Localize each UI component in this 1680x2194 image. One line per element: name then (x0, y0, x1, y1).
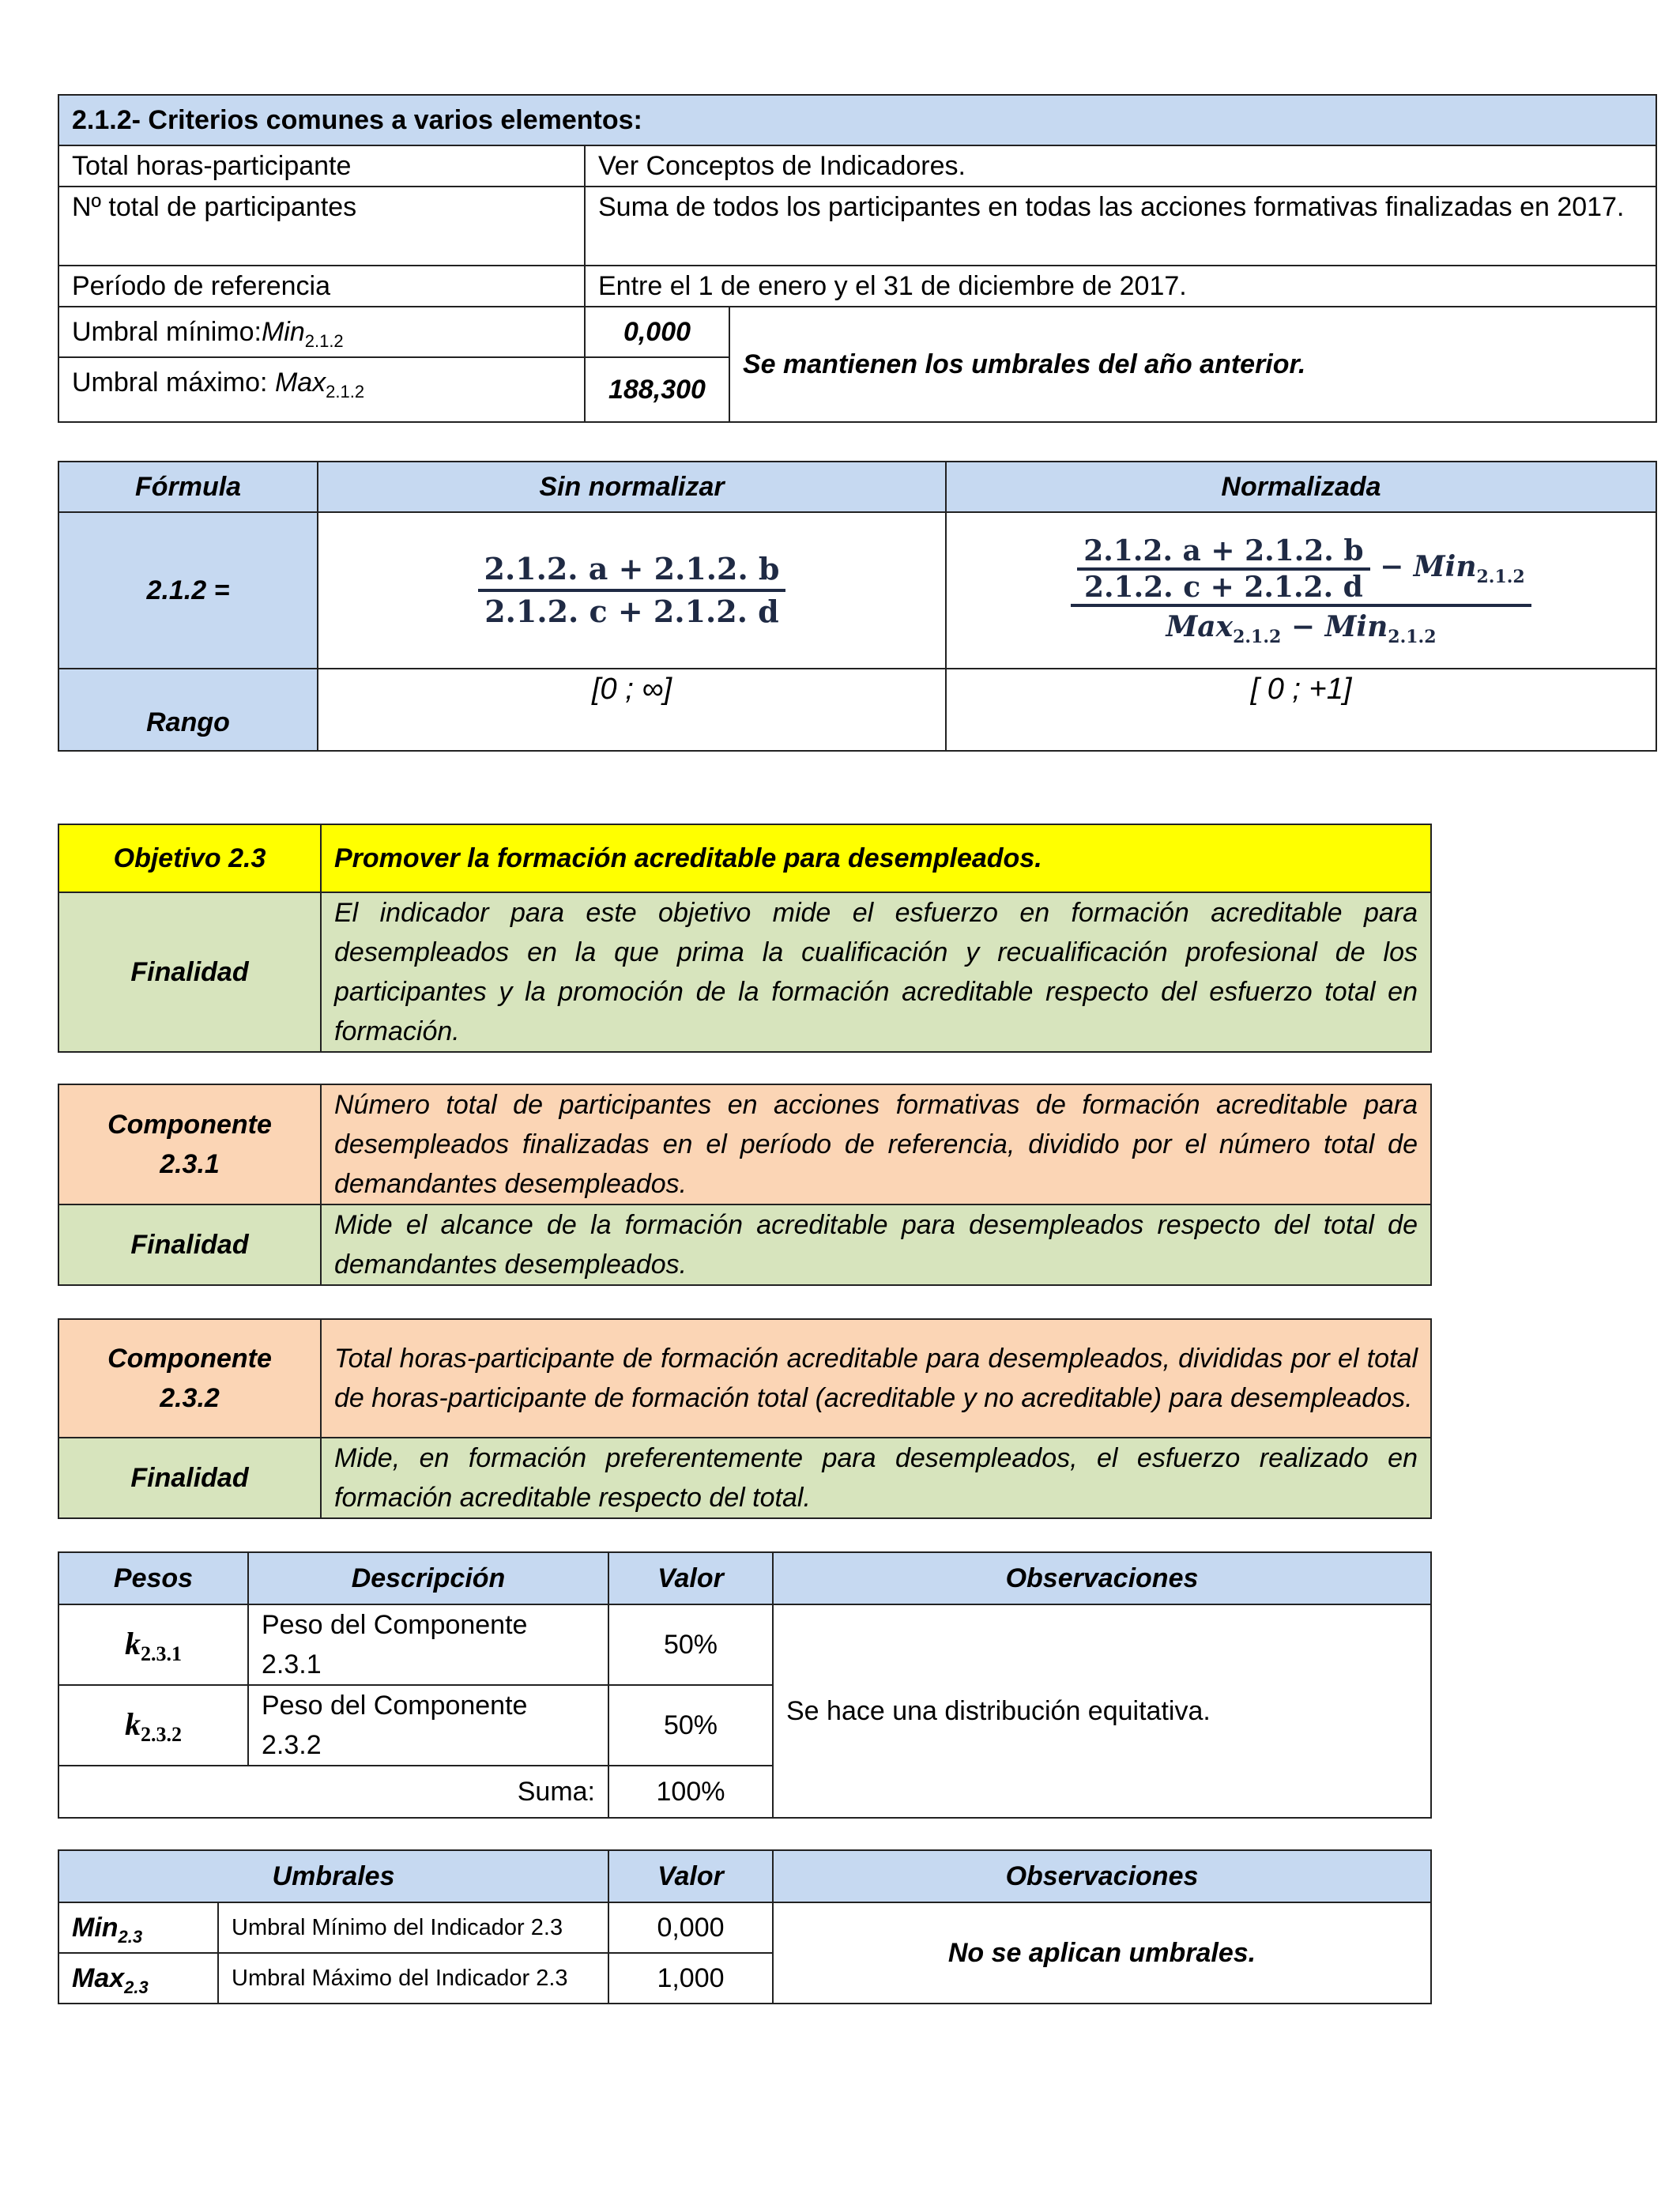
objetivo-label: Objetivo 2.3 (58, 824, 321, 892)
header-observaciones: Observaciones (773, 1552, 1431, 1604)
criterios-table (58, 94, 1657, 423)
row-value: Entre el 1 de enero y el 31 de diciembre de 2017. (585, 266, 1656, 307)
componente-text: Número total de participantes en acciones formativas de formación acreditable para desempleados finalizadas en el período de referencia, dividido por el número total de demandantes desempleados. (321, 1084, 1431, 1204)
rango-sin-normalizar: [0 ; ∞] (318, 669, 946, 751)
formula-normalizada: $\frac{2.1.2. a + 2.1.2. b}{2.1.2. c + 2.1.2. d}$ − Min$_{2.1.2}$ Max$_{2.1.2}$ − Min$_{2.1.2}$ (946, 512, 1656, 669)
row-value: Ver Conceptos de Indicadores. (585, 145, 1656, 187)
umbrales-note: Se mantienen los umbrales del año anterior. (729, 307, 1656, 422)
umbral-symbol: Min$_{2.3}$ (58, 1902, 218, 1953)
header-valor: Valor (608, 1850, 773, 1902)
row-label: Nº total de participantes (58, 187, 585, 266)
rango-label: Rango (58, 669, 318, 751)
pesos-table (58, 1551, 1432, 1819)
umbral-minimo-value: 0,000 (585, 307, 729, 357)
umbral-descripcion: Umbral Máximo del Indicador 2.3 (218, 1953, 608, 2004)
formula-table (58, 461, 1657, 752)
header-pesos: Pesos (58, 1552, 248, 1604)
suma-label: Suma: (58, 1766, 608, 1818)
peso-descripcion: Peso del Componente 2.3.2 (248, 1685, 608, 1766)
header-sin-normalizar: Sin normalizar (318, 462, 946, 512)
componente-2-3-2-table (58, 1318, 1432, 1519)
peso-symbol: $k_{2.3.2}$ (58, 1685, 248, 1766)
umbrales-observaciones: No se aplican umbrales. (773, 1902, 1431, 2004)
umbral-maximo-label: Umbral máximo: Max$_{2.1.2}$ (58, 357, 585, 422)
peso-descripcion: Peso del Componente 2.3.1 (248, 1604, 608, 1685)
suma-valor: 100% (608, 1766, 773, 1818)
header-umbrales: Umbrales (58, 1850, 608, 1902)
header-valor: Valor (608, 1552, 773, 1604)
componente-label: Componente 2.3.2 (58, 1319, 321, 1438)
rango-normalizada: [ 0 ; +1] (946, 669, 1656, 751)
objetivo-table (58, 824, 1432, 1053)
formula-label: 2.1.2 = (58, 512, 318, 669)
umbral-minimo-label: Umbral mínimo:Min$_{2.1.2}$ (58, 307, 585, 357)
umbral-descripcion: Umbral Mínimo del Indicador 2.3 (218, 1902, 608, 1953)
componente-2-3-1-table (58, 1084, 1432, 1286)
objetivo-text: Promover la formación acreditable para desempleados. (321, 824, 1431, 892)
table-row (58, 1604, 1431, 1685)
umbral-valor: 1,000 (608, 1953, 773, 2004)
finalidad-label: Finalidad (58, 1438, 321, 1518)
componente-text: Total horas-participante de formación acreditable para desempleados, divididas por el total de horas-participante de formación total (acreditable y no acreditable) para desempleados. (321, 1319, 1431, 1438)
header-formula: Fórmula (58, 462, 318, 512)
header-normalizada: Normalizada (946, 462, 1656, 512)
header-observaciones: Observaciones (773, 1850, 1431, 1902)
row-label: Total horas-participante (58, 145, 585, 187)
pesos-observaciones: Se hace una distribución equitativa. (773, 1604, 1431, 1818)
criterios-title: 2.1.2- Criterios comunes a varios elementos: (58, 95, 1656, 145)
componente-label: Componente 2.3.1 (58, 1084, 321, 1204)
peso-symbol: $k_{2.3.1}$ (58, 1604, 248, 1685)
peso-valor: 50% (608, 1604, 773, 1685)
table-row (58, 1902, 1431, 1953)
row-value: Suma de todos los participantes en todas las acciones formativas finalizadas en 2017. (585, 187, 1656, 266)
finalidad-label: Finalidad (58, 1204, 321, 1285)
umbrales-table (58, 1849, 1432, 2004)
header-descripcion: Descripción (248, 1552, 608, 1604)
finalidad-text: Mide el alcance de la formación acreditable para desempleados respecto del total de demandantes desempleados. (321, 1204, 1431, 1285)
finalidad-label: Finalidad (58, 892, 321, 1052)
formula-sin-normalizar: $\frac{2.1.2. a + 2.1.2. b}{2.1.2. c + 2.1.2. d}$ (318, 512, 946, 669)
umbral-maximo-value: 188,300 (585, 357, 729, 422)
finalidad-text: El indicador para este objetivo mide el esfuerzo en formación acreditable para desempleados en la que prima la cualificación y recualificación profesional de los participantes y la promoción de la formación acreditable respecto del esfuerzo total en formación. (321, 892, 1431, 1052)
finalidad-text: Mide, en formación preferentemente para desempleados, el esfuerzo realizado en formación acreditable respecto del total. (321, 1438, 1431, 1518)
peso-valor: 50% (608, 1685, 773, 1766)
umbral-valor: 0,000 (608, 1902, 773, 1953)
row-label: Período de referencia (58, 266, 585, 307)
umbral-symbol: Max$_{2.3}$ (58, 1953, 218, 2004)
